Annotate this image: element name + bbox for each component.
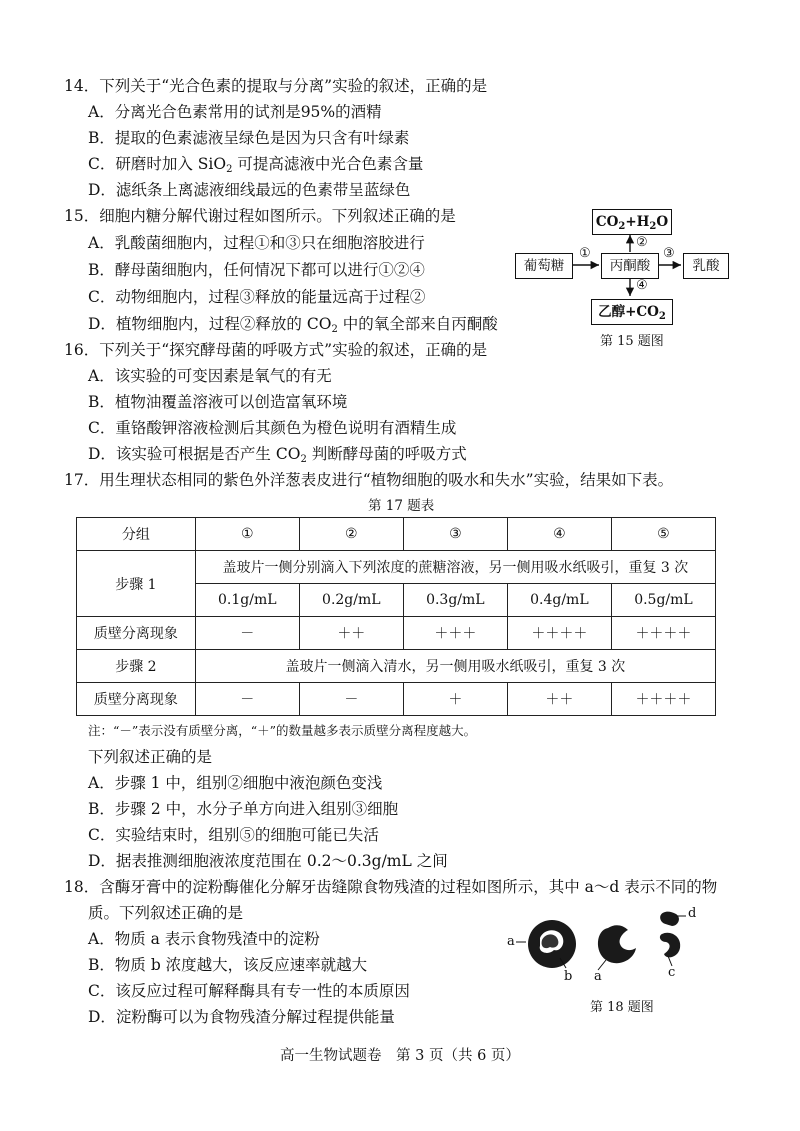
q14-option-c-text2: 可提高滤液中光合色素含量 [232, 155, 424, 173]
page-footer: 高一生物试题卷 第 3 页（共 6 页） [280, 1048, 520, 1064]
q18-option-b: B．物质 b 浓度越大，该反应速率就越大 [88, 956, 368, 974]
label-b: b [564, 969, 573, 984]
q18-stem-continued: 质。下列叙述正确的是 [88, 904, 244, 922]
q17-table-caption: 第 17 题表 [368, 498, 435, 514]
table-cell: ＋＋＋＋ [507, 617, 611, 650]
pyruvate-box: 丙酮酸 [601, 253, 659, 279]
q16-option-d-sub: 2 [300, 454, 307, 465]
lactic-acid-box: 乳酸 [683, 253, 729, 279]
table-cell: 质壁分离现象 [77, 683, 196, 716]
q15-option-d-text2: 中的氧全部来自丙酮酸 [337, 315, 498, 333]
q15-figure-caption: 第 15 题图 [600, 334, 664, 349]
table-cell: 0.5g/mL [611, 584, 715, 617]
q18-option-d: D．淀粉酶可以为食物残渣分解过程提供能量 [88, 1008, 395, 1026]
table-cell: ＋＋ [299, 617, 403, 650]
q14-option-c-text: C．研磨时加入 SiO [88, 155, 227, 173]
q17-results-table [76, 517, 716, 716]
table-cell: － [299, 683, 403, 716]
table-cell: 0.4g/mL [507, 584, 611, 617]
table-cell: ⑤ [611, 518, 715, 551]
q17-lead: 下列叙述正确的是 [88, 748, 213, 766]
q15-option-d-sub: 2 [331, 324, 338, 335]
q17-option-c: C．实验结束时，组别⑤的细胞可能已失活 [88, 826, 379, 844]
q14-option-a: A．分离光合色素常用的试剂是95%的酒精 [88, 103, 382, 121]
q15-option-a: A．乳酸菌细胞内，过程①和③只在细胞溶胶进行 [88, 234, 425, 252]
step-1-label: ① [579, 246, 591, 261]
q15-stem: 15．细胞内糖分解代谢过程如图所示。下列叙述正确的是 [64, 207, 456, 225]
q15-option-b: B．酵母菌细胞内，任何情况下都可以进行①②④ [88, 261, 425, 279]
step-3-label: ③ [663, 246, 675, 261]
q14-option-c-sub: 2 [226, 164, 233, 175]
table-cell: ③ [403, 518, 507, 551]
q14-option-b: B．提取的色素滤液呈绿色是因为只含有叶绿素 [88, 129, 410, 147]
ethanol-co2-box: 乙醇$+CO_2$ [591, 299, 673, 325]
q16-option-c: C．重铬酸钾溶液检测后其颜色为橙色说明有酒精生成 [88, 419, 457, 437]
table-row [77, 683, 716, 716]
table-cell: ① [195, 518, 299, 551]
q17-stem: 17．用生理状态相同的紫色外洋葱表皮进行“植物细胞的吸水和失水”实验，结果如下表。 [64, 471, 674, 489]
table-cell: 质壁分离现象 [77, 617, 196, 650]
q15-option-d-text: D．植物细胞内，过程②释放的 CO [88, 315, 332, 333]
table-cell: 步骤 1 [77, 551, 196, 617]
enzyme-reaction-illustration [500, 900, 710, 992]
table-cell: 盖玻片一侧滴入清水，另一侧用吸水纸吸引，重复 3 次 [195, 650, 715, 683]
table-cell: ＋ [403, 683, 507, 716]
table-header-row [77, 518, 716, 551]
q18-figure-caption: 第 18 题图 [590, 1000, 654, 1015]
glucose-box: 葡萄糖 [515, 253, 573, 279]
label-a-left: a [507, 934, 515, 949]
table-cell: 步骤 2 [77, 650, 196, 683]
q17-table-note: 注：“－”表示没有质壁分离，“＋”的数量越多表示质壁分离程度越大。 [88, 723, 477, 738]
table-cell: 0.2g/mL [299, 584, 403, 617]
table-row [77, 650, 716, 683]
q15-option-c: C．动物细胞内，过程③释放的能量远高于过程② [88, 288, 426, 306]
q14-stem: 14．下列关于“光合色素的提取与分离”实验的叙述，正确的是 [64, 77, 488, 95]
table-cell: － [195, 617, 299, 650]
q16-stem: 16．下列关于“探究酵母菌的呼吸方式”实验的叙述，正确的是 [64, 341, 488, 359]
q17-option-d: D．据表推测细胞液浓度范围在 0.2～0.3g/mL 之间 [88, 852, 448, 870]
table-cell: ＋＋＋＋ [611, 683, 715, 716]
table-cell: ② [299, 518, 403, 551]
co2-h2o-box: $CO_2+H_2O$ [592, 209, 672, 235]
table-row [77, 617, 716, 650]
q18-option-c: C．该反应过程可解释酶具有专一性的本质原因 [88, 982, 410, 1000]
q16-option-d-text: D．该实验可根据是否产生 CO [88, 445, 301, 463]
step-4-label: ④ [636, 278, 648, 293]
table-cell: 分组 [77, 518, 196, 551]
q14-option-d: D．滤纸条上离滤液细线最远的色素带呈蓝绿色 [88, 181, 411, 199]
q18-stem: 18．含酶牙膏中的淀粉酶催化分解牙齿缝隙食物残渣的过程如图所示，其中 a～d 表示不同的物 [64, 878, 718, 896]
table-cell: 0.1g/mL [195, 584, 299, 617]
q18-option-a: A．物质 a 表示食物残渣中的淀粉 [88, 930, 320, 948]
table-cell: ④ [507, 518, 611, 551]
q17-option-b: B．步骤 2 中，水分子单方向进入组别③细胞 [88, 800, 399, 818]
table-cell: ＋＋＋＋ [611, 617, 715, 650]
label-d: d [688, 906, 697, 921]
step-2-label: ② [636, 235, 648, 250]
table-cell: ＋＋ [507, 683, 611, 716]
table-cell: 0.3g/mL [403, 584, 507, 617]
q17-option-a: A．步骤 1 中，组别②细胞中液泡颜色变浅 [88, 774, 383, 792]
q16-option-d-text2: 判断酵母菌的呼吸方式 [306, 445, 467, 463]
q16-option-b: B．植物油覆盖溶液可以创造富氧环境 [88, 393, 348, 411]
label-a-right: a [594, 969, 602, 984]
table-cell: 盖玻片一侧分别滴入下列浓度的蔗糖溶液，另一侧用吸水纸吸引，重复 3 次 [195, 551, 715, 584]
table-row [77, 551, 716, 584]
table-cell: ＋＋＋ [403, 617, 507, 650]
table-cell: － [195, 683, 299, 716]
q16-option-d [88, 444, 467, 470]
label-c: c [668, 965, 676, 980]
q16-option-a: A．该实验的可变因素是氧气的有无 [88, 367, 332, 385]
